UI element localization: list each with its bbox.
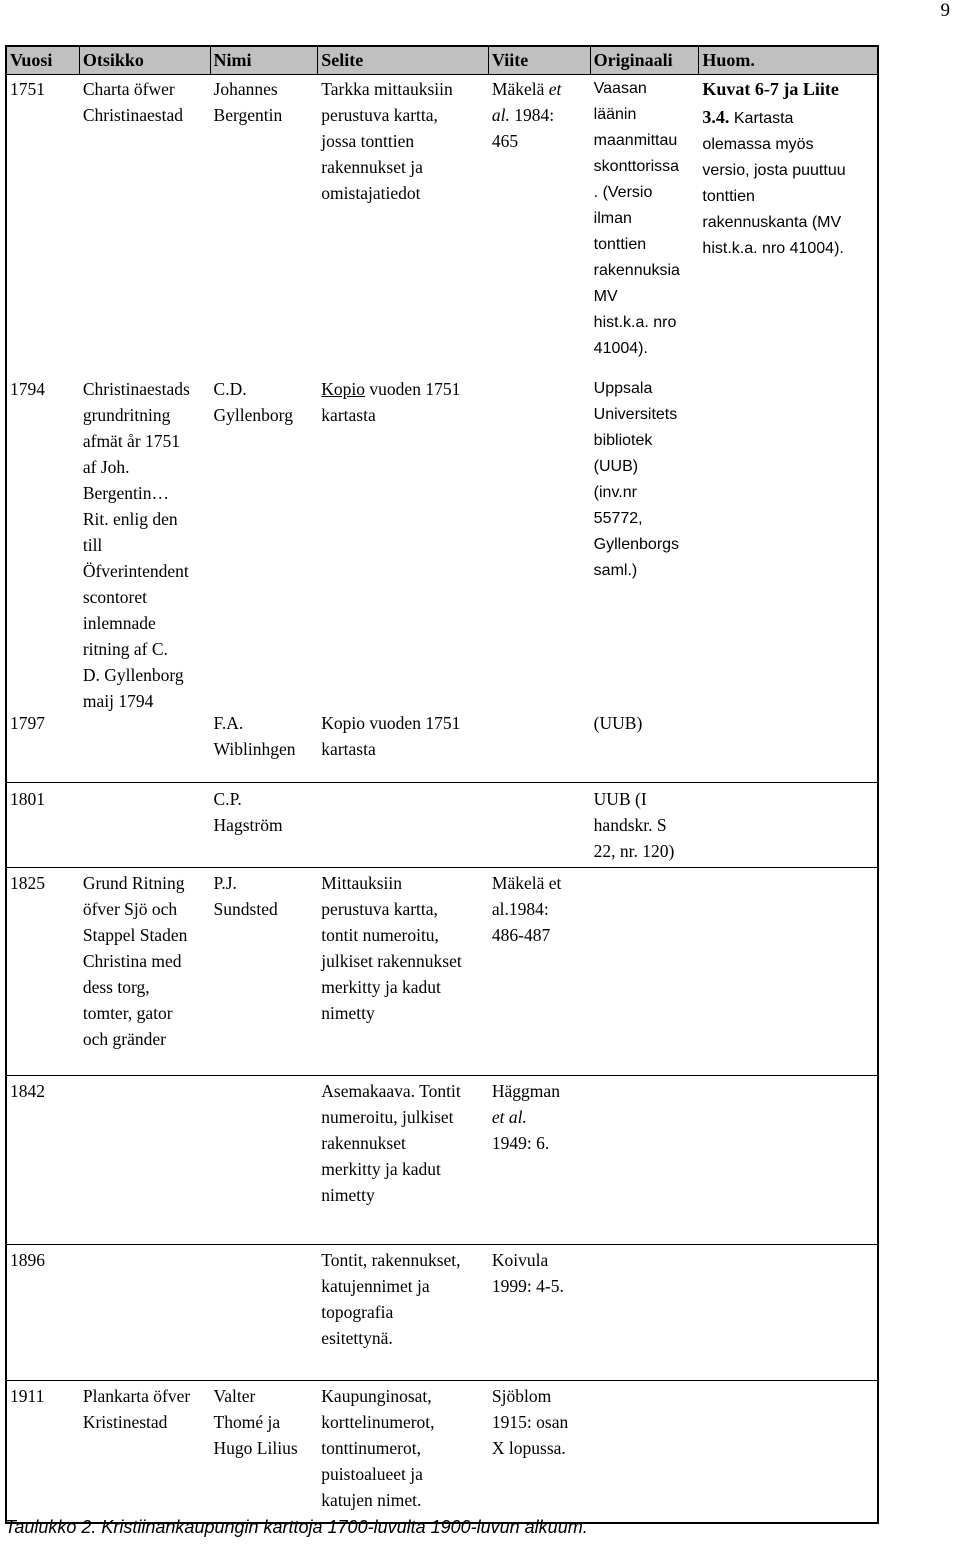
table-row [7,1244,877,1380]
cell-title: Christinaestads grundritning afmät år 1751 af Joh. Bergentin… Rit. enlig den till Öfverintendent scontoret inlemnade ritning af C. D. Gyllenborg maij 1794 [82,379,190,711]
cell-year: 1794 [10,379,45,399]
page-number: 9 [940,0,950,21]
cell-year: 1842 [10,1081,45,1101]
cell-note [699,376,877,710]
cell-year: 1751 [10,79,45,99]
header-title: Otsikko [80,47,211,74]
cell-description: Tarkka mittauksiin perustuva kartta, jossa tonttien rakennukset ja omistajatiedot [321,79,453,203]
cell-original: Vaasan läänin maanmittau skonttorissa . (Versio ilman tonttien rakennuksia MV hist.k.a. nro 41004). [593,80,680,357]
cell-original [591,1078,700,1244]
desc-underlined: Kopio [321,379,366,399]
cell-name: F.A. Wiblinhgen [213,713,296,759]
cell-reference [489,76,591,376]
cell-note [699,1078,877,1244]
table-row [7,1380,877,1522]
cell-name: C.P. Hagström [213,789,283,835]
header-original: Originaali [591,47,700,74]
cell-year: 1801 [10,789,45,809]
table-header [7,47,877,75]
cell-note [699,710,877,782]
cell-note [699,786,877,867]
table-row [7,867,877,1075]
cell-original [591,870,700,1075]
cell-title [80,710,211,782]
cell-original: Uppsala Universitets bibliotek (UUB) (inv.nr 55772, Gyllenborgs saml.) [593,380,680,579]
cell-reference: Mäkelä et al.1984: 486-487 [491,873,562,945]
cell-reference [489,786,591,867]
table-row [7,710,877,782]
ref-text: Mäkelä [491,79,549,99]
cell-description: Tontit, rakennukset, katujennimet ja topografia esitettynä. [321,1250,461,1348]
cell-description [318,786,489,867]
cell-reference [489,1078,591,1244]
cell-title [80,786,211,867]
cell-note [699,1383,877,1522]
cell-description: Asemakaava. Tontit numeroitu, julkiset rakennukset merkitty ja kadut nimetty [321,1081,461,1205]
header-note: Huom. [702,50,755,70]
cell-original [591,1247,700,1380]
cell-original: UUB (I handskr. S 22, nr. 120) [593,789,675,861]
cell-year: 1797 [10,713,45,733]
cell-year: 1825 [10,873,45,893]
cell-title: Charta öfwer Christinaestad [82,79,183,125]
ref-italic: et al. [491,1107,527,1127]
header-description: Selite [318,47,489,74]
cell-original: (UUB) [593,713,643,733]
ref-text-end: 1949: 6. [491,1133,550,1153]
cell-title [80,1078,211,1244]
table-row [7,1075,877,1244]
cell-name: Johannes Bergentin [213,79,283,125]
map-table [5,45,879,1524]
cell-original [591,1383,700,1522]
table-row [7,376,877,710]
cell-title [80,1247,211,1380]
cell-description: Kopio vuoden 1751 kartasta [321,713,461,759]
note-text: Kartasta olemassa myös versio, josta puuttuu tonttien rakennuskanta (MV hist.k.a. nro 41004). [702,110,846,257]
cell-name: Valter Thomé ja Hugo Lilius [213,1386,298,1458]
cell-reference: Sjöblom 1915: osan X lopussa. [491,1386,569,1458]
cell-note [699,1247,877,1380]
desc-text: vuoden 1751 kartasta [321,379,461,425]
table-caption: Taulukko 2. Kristiinankaupungin karttoja 1700-luvulta 1900-luvun alkuum. [5,1517,588,1537]
cell-name: P.J. Sundsted [213,873,278,919]
cell-description: Mittauksiin perustuva kartta, tontit numeroitu, julkiset rakennukset merkitty ja kadut nimetty [321,873,462,1023]
ref-text: Häggman [491,1081,560,1101]
cell-reference [489,376,591,710]
cell-year: 1911 [10,1386,45,1406]
table-row [7,782,877,867]
cell-title: Plankarta öfver Kristinestad [82,1386,191,1432]
cell-title: Grund Ritning öfver Sjö och Stappel Staden Christina med dess torg, tomter, gator och gränder [82,873,188,1049]
note-bold: Kuvat 6-7 ja Liite 3.4. [702,79,839,127]
cell-name [211,1078,319,1244]
cell-description: Kaupunginosat, korttelinumerot, tonttinumerot, puistoalueet ja katujen nimet. [321,1386,435,1510]
ref-text-end: 1984: 465 [491,105,555,151]
cell-reference [489,710,591,782]
ref-italic: et al. [491,79,562,125]
cell-note [699,76,877,376]
header-name: Nimi [211,47,319,74]
table-row [7,75,877,376]
header-year: Vuosi [7,47,80,74]
cell-note [699,870,877,1075]
cell-name [211,1247,319,1380]
cell-year: 1896 [10,1250,45,1270]
header-reference: Viite [489,47,591,74]
cell-name: C.D. Gyllenborg [213,379,293,425]
cell-reference: Koivula 1999: 4-5. [491,1250,564,1296]
cell-description [318,376,489,710]
